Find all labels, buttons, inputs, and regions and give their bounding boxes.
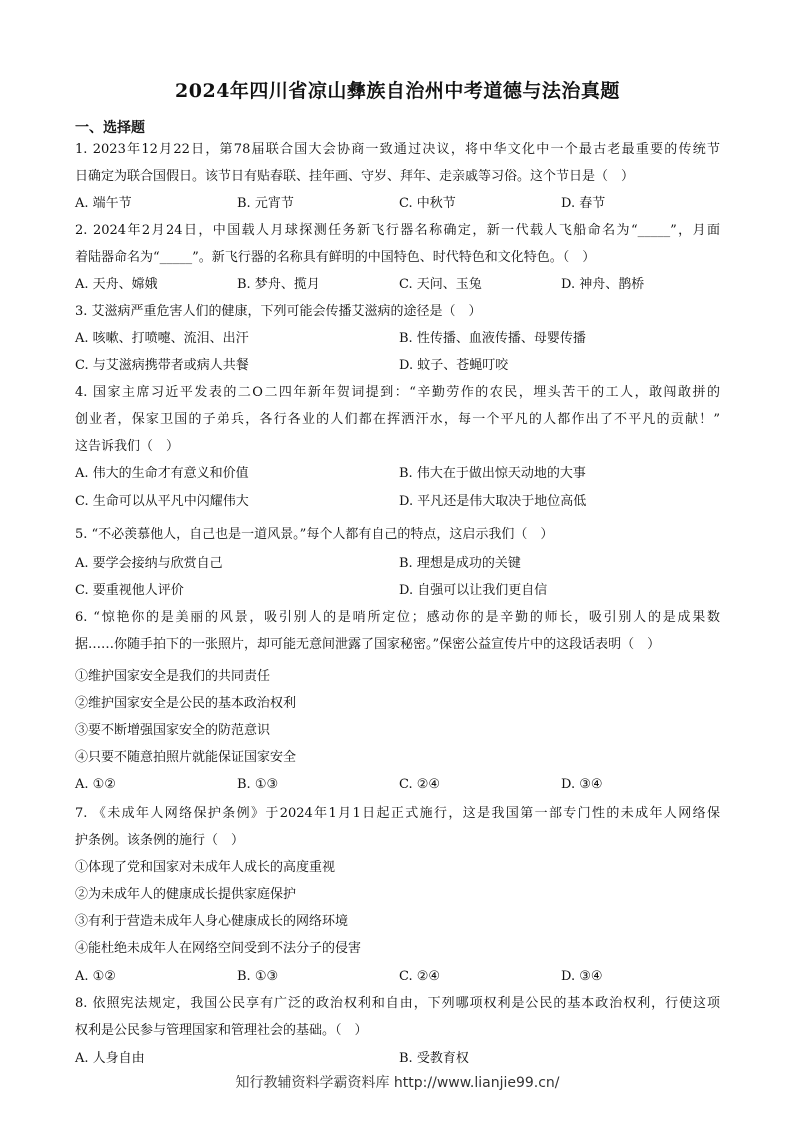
question-4-option-a: A. 伟大的生命才有意义和价值 [75,466,249,481]
question-7-option-c: C. ②④ [399,969,441,984]
question-4-line-3: 这告诉我们（ ） [75,439,180,454]
question-7-statement-2: ②为未成年人的健康成长提供家庭保护 [75,887,297,902]
question-5-option-a: A. 要学会接纳与欣赏自己 [75,556,223,571]
question-1-line-1: 1. 2023年12月22日，第78届联合国大会协商一致通过决议，将中华文化中一个最古老最重要的传统节 [75,142,720,157]
question-6-statement-3: ③要不断增强国家安全的防范意识 [75,723,271,738]
question-6-option-c: C. ②④ [399,777,441,792]
section-heading: 一、选择题 [75,120,145,136]
question-1-option-a: A. 端午节 [75,196,132,211]
question-6-option-a: A. ①② [75,777,116,792]
question-7-option-a: A. ①② [75,969,116,984]
question-1-option-d: D. 春节 [561,196,606,211]
question-3-option-b: B. 性传播、血液传播、母婴传播 [399,331,586,346]
page-title: 2024年四川省凉山彝族自治州中考道德与法治真题 [175,80,620,102]
question-6-statement-2: ②维护国家安全是公民的基本政治权利 [75,696,297,711]
question-5-option-b: B. 理想是成功的关键 [399,556,521,571]
question-4-line-1: 4. 国家主席习近平发表的二O二四年新年贺词提到：“辛勤劳作的农民，埋头苦干的工人，敢闯敢拼的 [75,385,720,400]
question-2-line-1: 2. 2024年2月24日，中国载人月球探测任务新飞行器名称确定，新一代载人飞船命名为“_____”，月面 [75,223,720,238]
question-8-option-a: A. 人身自由 [75,1051,145,1066]
question-4-option-c: C. 生命可以从平凡中闪耀伟大 [75,494,249,509]
question-6-statement-4: ④只要不随意拍照片就能保证国家安全 [75,750,297,765]
question-2-option-d: D. 神舟、鹊桥 [561,277,645,292]
question-2-option-b: B. 梦舟、揽月 [237,277,320,292]
question-4-option-b: B. 伟大在于做出惊天动地的大事 [399,466,586,481]
question-7-statement-1: ①体现了党和国家对未成年人成长的高度重视 [75,860,336,875]
question-2-line-2: 着陆器命名为“_____”。新飞行器的名称具有鲜明的中国特色、时代特色和文化特色。（ ） [75,250,596,265]
question-8-option-b: B. 受教育权 [399,1051,469,1066]
question-3-line-1: 3. 艾滋病严重危害人们的健康，下列可能会传播艾滋病的途径是（ ） [75,304,482,319]
question-7-option-d: D. ③④ [561,969,603,984]
question-5-line-1: 5. “不必羡慕他人，自己也是一道风景。”每个人都有自己的特点，这启示我们（ ） [75,527,554,542]
question-7-statement-3: ③有利于营造未成年人身心健康成长的网络环境 [75,914,349,929]
footer-watermark: 知行教辅资料学霸资料库 http://www.lianjie99.cn/ [235,1075,560,1091]
question-4-line-2: 创业者，保家卫国的子弟兵，各行各业的人们都在挥洒汗水，每一个平凡的人都作出了不平凡的贡献！” [75,412,720,427]
question-3-option-c: C. 与艾滋病携带者或病人共餐 [75,358,249,373]
question-2-option-c: C. 天问、玉兔 [399,277,482,292]
question-1-line-2: 日确定为联合国假日。该节日有贴春联、挂年画、守岁、拜年、走亲戚等习俗。这个节日是（ ） [75,169,635,184]
question-4-option-d: D. 平凡还是伟大取决于地位高低 [399,494,587,509]
question-5-option-c: C. 要重视他人评价 [75,583,184,598]
question-7-option-b: B. ①③ [237,969,279,984]
question-7-line-1: 7. 《未成年人网络保护条例》于2024年1月1日起正式施行，这是我国第一部专门性的未成年人网络保 [75,806,720,821]
question-3-option-d: D. 蚊子、苍蝇叮咬 [399,358,509,373]
question-8-line-2: 权利是公民参与管理国家和管理社会的基础。（ ） [75,1023,368,1038]
question-5-option-d: D. 自强可以让我们更自信 [399,583,548,598]
question-7-line-2: 护条例。该条例的施行（ ） [75,833,245,848]
question-6-line-2: 据……你随手拍下的一张照片，却可能无意间泄露了国家秘密。”保密公益宣传片中的这段话表明（ ） [75,637,661,652]
question-6-option-b: B. ①③ [237,777,279,792]
question-6-option-d: D. ③④ [561,777,603,792]
question-7-statement-4: ④能杜绝未成年人在网络空间受到不法分子的侵害 [75,941,362,956]
question-3-option-a: A. 咳嗽、打喷嚏、流泪、出汗 [75,331,249,346]
question-8-line-1: 8. 依照宪法规定，我国公民享有广泛的政治权利和自由，下列哪项权利是公民的基本政治权利，行使这项 [75,996,720,1011]
question-1-option-c: C. 中秋节 [399,196,456,211]
question-6-statement-1: ①维护国家安全是我们的共同责任 [75,669,271,684]
question-2-option-a: A. 天舟、嫦娥 [75,277,158,292]
question-1-option-b: B. 元宵节 [237,196,294,211]
question-6-line-1: 6. “惊艳你的是美丽的风景，吸引别人的是哨所定位；感动你的是辛勤的师长，吸引别人的是成果数 [75,610,720,625]
